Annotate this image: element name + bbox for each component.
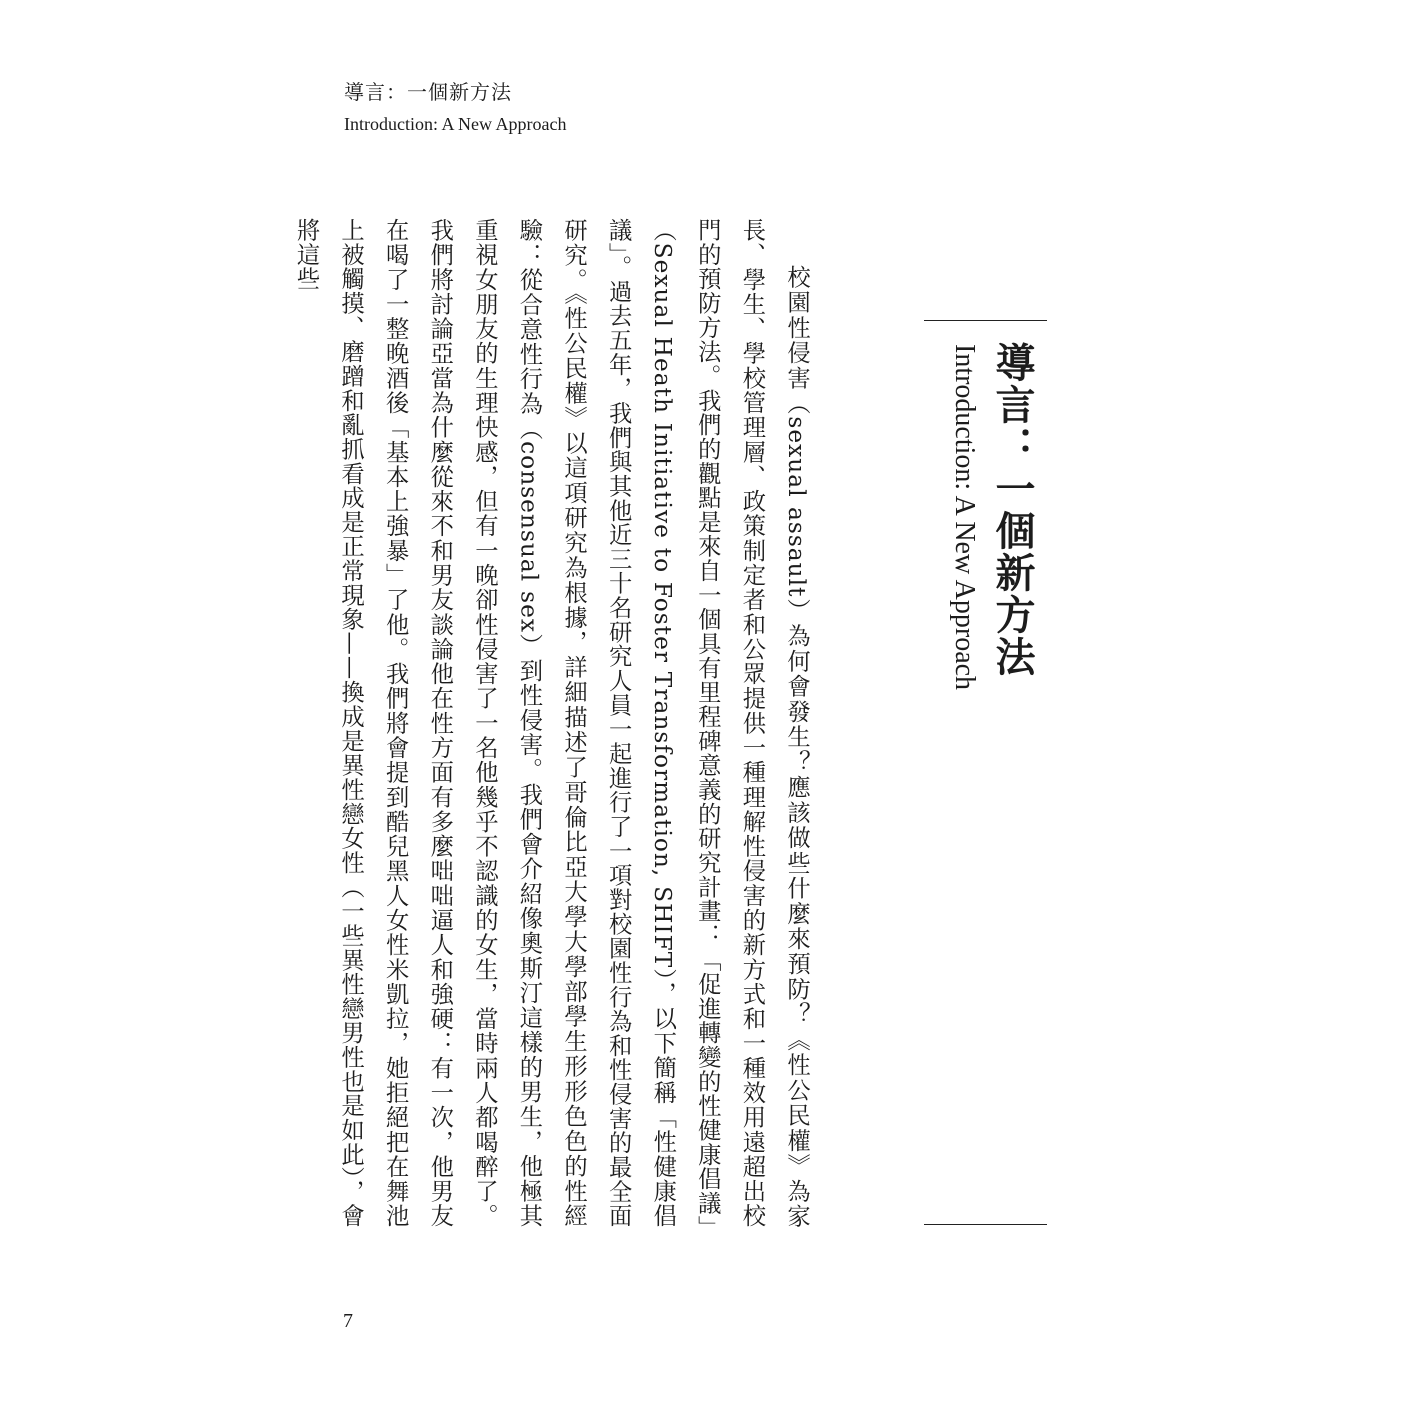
running-head-english: Introduction: A New Approach	[344, 114, 567, 134]
title-top-rule	[924, 320, 1047, 321]
chapter-title-english: Introduction: A New Approach	[949, 344, 980, 691]
body-text	[292, 218, 818, 1228]
running-head-chinese: 導言：一個新方法	[344, 80, 512, 104]
chapter-title-chinese: 導言：一個新方法	[989, 342, 1036, 678]
body-paragraph: 校園性侵害（sexual assault）為何會發生？應該做些什麼來預防？《性公民權》為家長、學生、學校管理層、政策制定者和公眾提供一種理解性侵害的新方式和一種效用遠超出校門的預防方法。我們的觀點是來自一個具有里程碑意義的研究計畫：「促進轉變的性健康倡議」（Sexual Heath Initiative to Foster Transformation, SHIFT），以下簡稱「性健康倡議」。過去五年，我們與其他近三十名研究人員一起進行了一項對校園性行為和性侵害的最全面研究。《性公民權》以這項研究為根據，詳細描述了哥倫比亞大學大學部學生形形色色的性經驗：從合意性行為（consensual sex）到性侵害。我們會介紹像奧斯汀這樣的男生，他極其重視女朋友的生理快感，但有一晚卻性侵害了一名他幾乎不認識的女生，當時兩人都喝醉了。我們將討論亞當為什麼從來不和男友談論他在性方面有多麼咄咄逼人和強硬：有一次，他男友在喝了一整晚酒後「基本上強暴」了他。我們將會提到酷兒黑人女性米凱拉，她拒絕把在舞池上被觸摸、磨蹭和亂抓看成是正常現象——換成是異性戀女性（一些異性戀男性也是如此），會將這些	[292, 218, 810, 1228]
running-head	[344, 78, 566, 138]
page-number: 7	[343, 1310, 353, 1332]
title-bottom-rule	[924, 1224, 1047, 1225]
chapter-title-block	[924, 320, 1047, 1226]
